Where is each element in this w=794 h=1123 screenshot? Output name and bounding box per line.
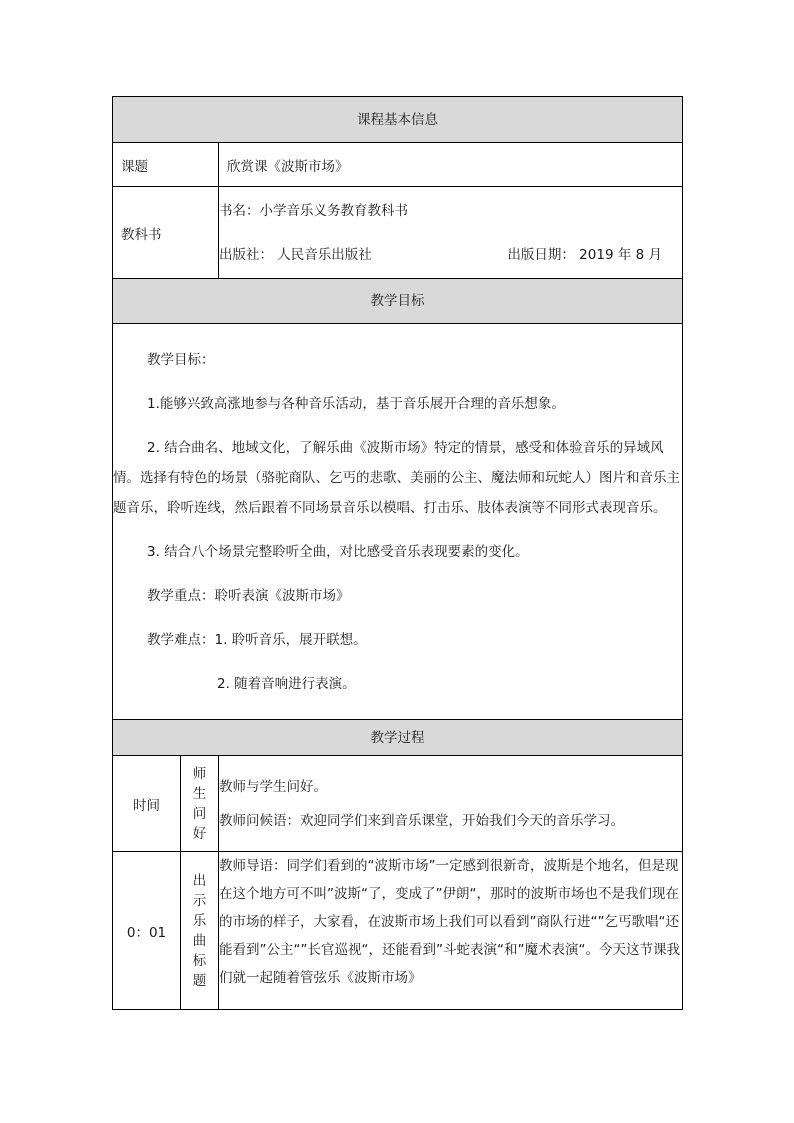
topic-row [113, 143, 683, 187]
step-char: 好 [192, 825, 207, 842]
step-char: 曲 [192, 932, 207, 949]
process-step [181, 756, 219, 852]
goals-header-text: 教学目标 [370, 293, 425, 309]
process-header-text: 教学过程 [370, 729, 425, 746]
process-step [181, 852, 219, 1010]
process-content [219, 756, 683, 852]
goal-item-3: 3. 结合八个场景完整聆听全曲，对比感受音乐表现要素的变化。 [147, 543, 529, 560]
goals-row [113, 324, 683, 720]
process-row [113, 756, 683, 852]
process-line: 教师与学生问好。 [219, 778, 327, 795]
difficulty-1: 教学难点：1. 聆听音乐，展开联想。 [147, 631, 367, 648]
process-time: 时间 [113, 756, 181, 852]
process-content [219, 852, 683, 1010]
basic-info-header-text: 课程基本信息 [357, 111, 438, 128]
publisher-line [219, 240, 682, 270]
publish-date: 出版日期： 2019 年 8 月 [507, 246, 663, 263]
goals-intro: 教学目标： [147, 351, 215, 368]
lesson-plan-table [112, 96, 683, 1010]
step-char: 标 [192, 952, 207, 969]
process-header-row [113, 720, 683, 756]
basic-info-header-row [113, 97, 683, 143]
step-char: 师 [192, 765, 207, 782]
textbook-label: 教科书 [113, 187, 219, 279]
step-char: 问 [192, 805, 207, 822]
basic-info-header [113, 97, 683, 143]
process-row [113, 852, 683, 1010]
step-char: 生 [192, 785, 207, 802]
goal-item-1: 1.能够兴致高涨地参与各种音乐活动，基于音乐展开合理的音乐想象。 [147, 395, 565, 412]
process-line: 教师导语：同学们看到的“波斯市场”一定感到很新奇，波斯是个地名，但是现在这个地方可不叫”波斯“了，变成了”伊朗“，那时的波斯市场也不是我们现在的市场的样子，大家看，在波斯市场上我们可以看到”商队行进“”乞丐歌唱“还能看到”公主“”长官巡视“，还能看到”斗蛇表演“和”魔术表演“。今天这节课我们就一起随着管弦乐《波斯市场》 [219, 858, 680, 986]
textbook-info [219, 187, 683, 279]
process-header [113, 720, 683, 756]
process-time: 0：01 [113, 852, 181, 1010]
topic-label: 课题 [113, 143, 219, 187]
textbook-row [113, 187, 683, 279]
book-name: 书名：小学音乐义务教育教科书 [219, 202, 408, 219]
publisher: 出版社： 人民音乐出版社 [219, 246, 372, 263]
step-char: 出 [192, 872, 207, 889]
goals-content [113, 324, 683, 720]
goals-header [113, 279, 683, 324]
key-point: 教学重点：聆听表演《波斯市场》 [147, 587, 350, 604]
goals-header-row [113, 279, 683, 324]
goal-item-2: 2. 结合曲名、地域文化，了解乐曲《波斯市场》特定的情景，感受和体验音乐的异域风情。选择有特色的场景（骆驼商队、乞丐的悲歌、美丽的公主、魔法师和玩蛇人）图片和音乐主题音乐，聆听连线，然后跟着不同场景音乐以模唱、打击乐、肢体表演等不同形式表现音乐。 [113, 439, 680, 516]
difficulty-2: 2. 随着音响进行表演。 [217, 675, 356, 692]
step-char: 乐 [192, 912, 207, 929]
step-char: 示 [192, 892, 207, 909]
process-line: 教师问候语：欢迎同学们来到音乐课堂，开始我们今天的音乐学习。 [219, 812, 624, 829]
topic-value: 欣赏课《波斯市场》 [219, 143, 683, 187]
step-char: 题 [192, 972, 207, 989]
